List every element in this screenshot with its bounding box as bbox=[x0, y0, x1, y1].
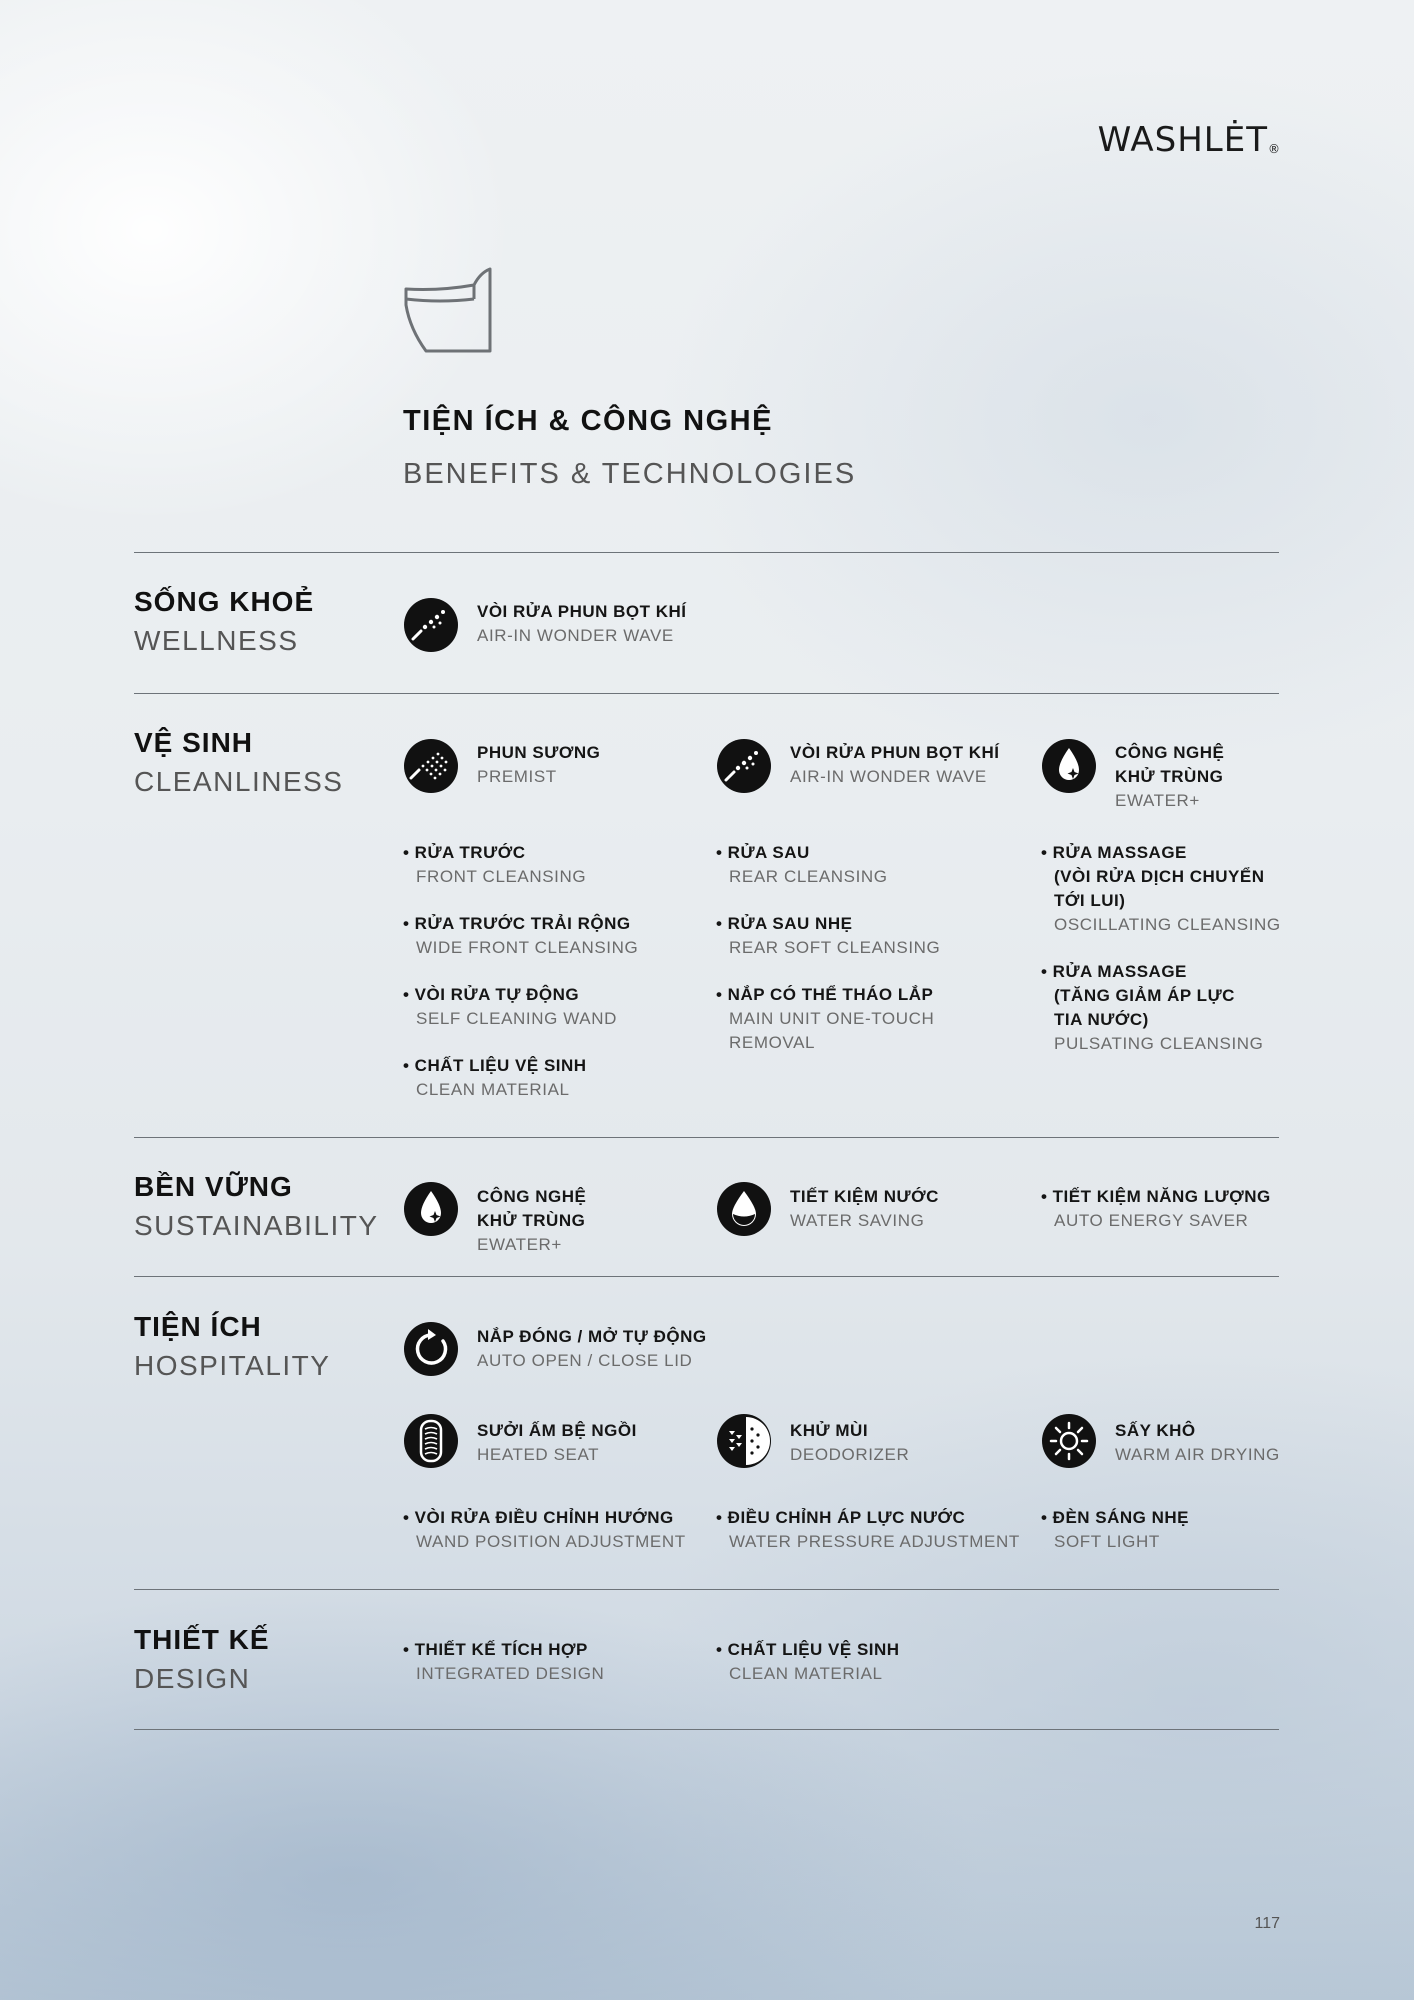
bullet-label-vi: • RỬA TRƯỚC bbox=[403, 843, 526, 862]
section-subtitle-wellness: WELLNESS bbox=[134, 625, 299, 656]
feature-wonder-wave bbox=[477, 600, 687, 648]
divider bbox=[134, 1729, 1279, 1730]
bullet-label-vi: • THIẾT KẾ TÍCH HỢP bbox=[403, 1640, 588, 1659]
bullet-label-en: WAND POSITION ADJUSTMENT bbox=[416, 1532, 686, 1551]
toilet-icon bbox=[400, 265, 494, 355]
feature-label-en: WARM AIR DRYING bbox=[1115, 1445, 1280, 1464]
bullet-label-vi-line1: • RỬA MASSAGE bbox=[1041, 843, 1187, 862]
section-title-cleanliness: VỆ SINH bbox=[134, 727, 254, 758]
divider bbox=[134, 552, 1279, 553]
bullet-soft-light bbox=[1041, 1506, 1189, 1554]
feature-label-en: WATER SAVING bbox=[790, 1211, 925, 1230]
feature-label-en: DEODORIZER bbox=[790, 1445, 910, 1464]
bullet-label-vi: • CHẤT LIỆU VỆ SINH bbox=[716, 1640, 900, 1659]
bullet-label-vi: • CHẤT LIỆU VỆ SINH bbox=[403, 1056, 587, 1075]
wonder-wave-icon bbox=[403, 597, 459, 653]
bullet-label-vi-line1: • RỬA MASSAGE bbox=[1041, 962, 1187, 981]
auto-lid-icon bbox=[403, 1321, 459, 1377]
ewater-drop-icon bbox=[1041, 738, 1097, 794]
bullet-label-en: CLEAN MATERIAL bbox=[416, 1080, 570, 1099]
page-title: TIỆN ÍCH & CÔNG NGHỆ bbox=[403, 405, 773, 437]
bullet-pulsating-cleansing bbox=[1041, 960, 1263, 1056]
bullet-label-en: WATER PRESSURE ADJUSTMENT bbox=[729, 1532, 1020, 1551]
wonder-wave-icon bbox=[716, 738, 772, 794]
divider bbox=[134, 1276, 1279, 1277]
feature-label-vi: KHỬ MÙI bbox=[790, 1421, 869, 1440]
bullet-water-pressure bbox=[716, 1506, 1020, 1554]
feature-label-vi: VÒI RỬA PHUN BỌT KHÍ bbox=[790, 743, 1000, 762]
page-subtitle: BENEFITS & TECHNOLOGIES bbox=[403, 458, 857, 490]
feature-warm-air-drying bbox=[1115, 1419, 1280, 1467]
bullet-auto-energy-saver bbox=[1041, 1185, 1271, 1233]
section-subtitle-cleanliness: CLEANLINESS bbox=[134, 766, 344, 797]
bullet-integrated-design bbox=[403, 1638, 604, 1686]
bullet-one-touch-removal bbox=[716, 983, 934, 1055]
feature-water-saving bbox=[790, 1185, 939, 1233]
bullet-label-vi: • TIẾT KIỆM NĂNG LƯỢNG bbox=[1041, 1187, 1271, 1206]
feature-label-vi: SƯỞI ẤM BỆ NGỒI bbox=[477, 1421, 637, 1440]
registered-mark: ® bbox=[1268, 142, 1281, 156]
page-number: 117 bbox=[1254, 1915, 1280, 1932]
feature-label-en: PREMIST bbox=[477, 767, 557, 786]
feature-auto-lid bbox=[477, 1325, 707, 1373]
bullet-label-en: REAR CLEANSING bbox=[729, 867, 888, 886]
ewater-drop-icon bbox=[403, 1181, 459, 1237]
section-title-hospitality: TIỆN ÍCH bbox=[134, 1311, 262, 1342]
feature-label-en: AIR-IN WONDER WAVE bbox=[790, 767, 987, 786]
feature-label-vi-line2: KHỬ TRÙNG bbox=[1115, 767, 1224, 786]
feature-wonder-wave bbox=[790, 741, 1000, 789]
divider bbox=[134, 1137, 1279, 1138]
bullet-label-en: OSCILLATING CLEANSING bbox=[1054, 915, 1281, 934]
feature-label-vi-line1: CÔNG NGHỆ bbox=[1115, 743, 1225, 762]
bullet-label-vi: • ĐIỀU CHỈNH ÁP LỰC NƯỚC bbox=[716, 1508, 966, 1527]
bullet-label-vi: • RỬA SAU NHẸ bbox=[716, 914, 853, 933]
feature-ewater bbox=[1115, 741, 1224, 813]
brand-logo bbox=[1098, 120, 1281, 160]
divider bbox=[134, 1589, 1279, 1590]
bullet-self-cleaning-wand bbox=[403, 983, 617, 1031]
bullet-label-en: FRONT CLEANSING bbox=[416, 867, 587, 886]
bullet-label-vi-line3: TỚI LUI) bbox=[1054, 891, 1126, 910]
feature-ewater bbox=[477, 1185, 586, 1257]
bullet-clean-material bbox=[403, 1054, 587, 1102]
feature-label-vi: PHUN SƯƠNG bbox=[477, 743, 601, 762]
feature-label-en: HEATED SEAT bbox=[477, 1445, 600, 1464]
bullet-front-cleansing bbox=[403, 841, 586, 889]
water-drop-icon bbox=[716, 1181, 772, 1237]
bullet-wide-front-cleansing bbox=[403, 912, 638, 960]
bullet-rear-cleansing bbox=[716, 841, 888, 889]
bullet-label-en: SOFT LIGHT bbox=[1054, 1532, 1160, 1551]
bullet-label-en: SELF CLEANING WAND bbox=[416, 1009, 617, 1028]
warm-air-icon bbox=[1041, 1413, 1097, 1469]
feature-label-vi: SẤY KHÔ bbox=[1115, 1421, 1196, 1440]
premist-spray-icon bbox=[403, 738, 459, 794]
section-subtitle-hospitality: HOSPITALITY bbox=[134, 1350, 331, 1381]
bullet-label-en: WIDE FRONT CLEANSING bbox=[416, 938, 639, 957]
divider bbox=[134, 693, 1279, 694]
bullet-label-vi-line3: TIA NƯỚC) bbox=[1054, 1010, 1149, 1029]
bullet-label-en: AUTO ENERGY SAVER bbox=[1054, 1211, 1249, 1230]
bullet-label-en: PULSATING CLEANSING bbox=[1054, 1034, 1264, 1053]
feature-label-vi: VÒI RỬA PHUN BỌT KHÍ bbox=[477, 602, 687, 621]
section-subtitle-design: DESIGN bbox=[134, 1663, 251, 1694]
bullet-oscillating-cleansing bbox=[1041, 841, 1281, 937]
bullet-rear-soft-cleansing bbox=[716, 912, 940, 960]
feature-label-en: AIR-IN WONDER WAVE bbox=[477, 626, 674, 645]
section-title-wellness: SỐNG KHOẺ bbox=[134, 586, 315, 617]
bullet-label-en-line1: MAIN UNIT ONE-TOUCH bbox=[729, 1009, 935, 1028]
feature-label-vi-line2: KHỬ TRÙNG bbox=[477, 1211, 586, 1230]
bullet-label-vi-line2: (TĂNG GIẢM ÁP LỰC bbox=[1054, 986, 1235, 1005]
feature-label-en: EWATER+ bbox=[477, 1235, 562, 1254]
feature-label-en: EWATER+ bbox=[1115, 791, 1200, 810]
heated-seat-icon bbox=[403, 1413, 459, 1469]
deodorizer-icon bbox=[716, 1413, 772, 1469]
bullet-label-en: INTEGRATED DESIGN bbox=[416, 1664, 605, 1683]
bullet-label-vi: • RỬA SAU bbox=[716, 843, 810, 862]
bullet-label-vi: • VÒI RỬA ĐIỀU CHỈNH HƯỚNG bbox=[403, 1508, 674, 1527]
feature-premist bbox=[477, 741, 600, 789]
bullet-label-en: REAR SOFT CLEANSING bbox=[729, 938, 941, 957]
feature-label-en: AUTO OPEN / CLOSE LID bbox=[477, 1351, 693, 1370]
brand-logo-text: WASHLĖT bbox=[1097, 120, 1268, 160]
bullet-wand-position bbox=[403, 1506, 686, 1554]
feature-heated-seat bbox=[477, 1419, 637, 1467]
bullet-label-vi: • RỬA TRƯỚC TRẢI RỘNG bbox=[403, 914, 631, 933]
feature-label-vi-line1: CÔNG NGHỆ bbox=[477, 1187, 587, 1206]
bullet-label-en: CLEAN MATERIAL bbox=[729, 1664, 883, 1683]
bullet-label-vi: • NẮP CÓ THỂ THÁO LẮP bbox=[716, 985, 934, 1004]
bullet-label-en-line2: REMOVAL bbox=[729, 1033, 816, 1052]
bullet-label-vi-line2: (VÒI RỬA DỊCH CHUYỂN bbox=[1054, 867, 1265, 886]
section-title-design: THIẾT KẾ bbox=[134, 1624, 270, 1655]
bullet-clean-material bbox=[716, 1638, 900, 1686]
section-title-sustainability: BỀN VỮNG bbox=[134, 1171, 293, 1202]
feature-deodorizer bbox=[790, 1419, 909, 1467]
section-subtitle-sustainability: SUSTAINABILITY bbox=[134, 1210, 379, 1241]
feature-label-vi: NẮP ĐÓNG / MỞ TỰ ĐỘNG bbox=[477, 1327, 707, 1346]
feature-label-vi: TIẾT KIỆM NƯỚC bbox=[790, 1187, 939, 1206]
bullet-label-vi: • VÒI RỬA TỰ ĐỘNG bbox=[403, 985, 580, 1004]
bullet-label-vi: • ĐÈN SÁNG NHẸ bbox=[1041, 1508, 1190, 1527]
